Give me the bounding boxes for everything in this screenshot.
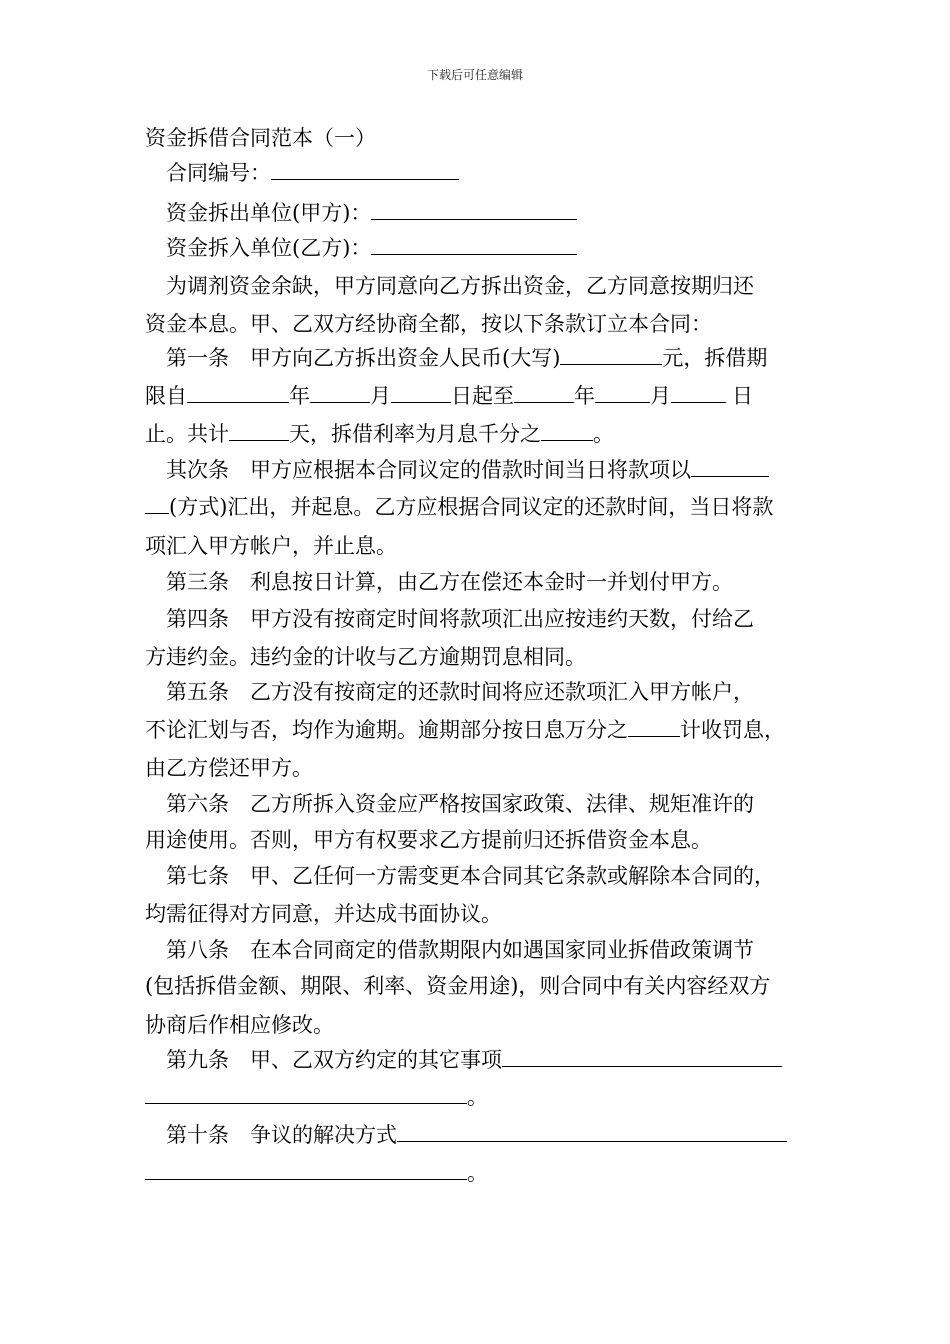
end-day-blank[interactable] <box>671 382 726 403</box>
other-matters-blank-b[interactable] <box>145 1083 467 1104</box>
contract-number-blank[interactable] <box>271 159 459 180</box>
lender-label: 资金拆出单位(甲方)： <box>166 201 372 225</box>
article-8-line-3: 协商后作相应修改。 <box>145 1013 334 1037</box>
article-1-text-d: 止。共计 <box>145 422 229 446</box>
other-matters-blank-a[interactable] <box>502 1046 782 1067</box>
year-label: 年 <box>574 384 595 408</box>
article-6-line-1: 第六条 乙方所拆入资金应严格按国家政策、法律、规矩准许的 <box>166 792 754 816</box>
article-10-line-1 <box>166 1121 787 1149</box>
article-1-text-e: 天，拆借利率为月息千分之 <box>289 422 541 446</box>
article-4-line-2: 方违约金。违约金的计收与乙方逾期罚息相同。 <box>145 645 586 669</box>
month-label: 月 <box>650 384 671 408</box>
start-year-blank[interactable] <box>187 382 289 403</box>
article-5-text-c: 计收罚息， <box>680 718 785 742</box>
article-10-text: 第十条 争议的解决方式 <box>166 1123 397 1147</box>
article-1-text-a: 第一条 甲方向乙方拆出资金人民币(大写) <box>166 346 561 370</box>
article-7-line-1: 第七条 甲、乙任何一方需变更本合同其它条款或解除本合同的， <box>166 864 775 888</box>
article-2-text-a: 其次条 甲方应根据本合同议定的借款时间当日将款项以 <box>166 458 691 482</box>
period-mark: 。 <box>467 1085 488 1109</box>
article-1-line-1 <box>166 344 767 372</box>
article-10-line-2 <box>145 1159 488 1187</box>
dispute-resolution-blank-b[interactable] <box>145 1159 467 1180</box>
article-5-text-b: 不论汇划与否，均作为逾期。逾期部分按日息万分之 <box>145 718 628 742</box>
day-label: 日 <box>732 384 753 408</box>
period-mark: 。 <box>593 422 614 446</box>
method-blank-a[interactable] <box>691 456 769 477</box>
borrower-blank[interactable] <box>371 234 577 255</box>
method-blank-b[interactable] <box>145 493 169 514</box>
article-2-line-2 <box>145 493 773 521</box>
day-from-label: 日起至 <box>451 384 514 408</box>
article-9-line-1 <box>166 1046 782 1074</box>
article-8-line-2: (包括拆借金额、期限、利率、资金用途)，则合同中有关内容经双方 <box>145 974 771 998</box>
page-header-note: 下载后可任意编辑 <box>426 68 523 82</box>
article-3-line: 第三条 利息按日计算，由乙方在偿还本金时一并划付甲方。 <box>166 570 733 594</box>
contract-number-line <box>166 159 459 187</box>
article-8-line-1: 第八条 在本合同商定的借款期限内如遇国家同业拆借政策调节 <box>166 938 754 962</box>
article-1-text-b: 元，拆借期 <box>662 346 768 370</box>
start-month-blank[interactable] <box>310 382 370 403</box>
start-day-blank[interactable] <box>391 382 451 403</box>
year-label: 年 <box>289 384 310 408</box>
article-4-line-1: 第四条 甲方没有按商定时间将款项汇出应按违约天数，付给乙 <box>166 607 754 631</box>
article-2-line-1 <box>166 456 769 484</box>
end-month-blank[interactable] <box>595 382 650 403</box>
lender-blank[interactable] <box>371 199 577 220</box>
days-blank[interactable] <box>229 420 289 441</box>
lender-line <box>166 199 577 227</box>
article-2-text-b: (方式)汇出，并起息。乙方应根据合同议定的还款时间，当日将款 <box>169 495 774 519</box>
contract-number-label: 合同编号： <box>166 161 271 185</box>
article-1-line-2 <box>145 382 753 410</box>
article-6-line-2: 用途使用。否则，甲方有权要求乙方提前归还拆借资金本息。 <box>145 828 712 852</box>
article-5-line-1: 第五条 乙方没有按商定的还款时间将应还款项汇入甲方帐户， <box>166 680 754 704</box>
intro-line-2: 资金本息。甲、乙双方经协商全都，按以下条款订立本合同： <box>145 312 712 336</box>
borrower-label: 资金拆入单位(乙方)： <box>166 236 372 260</box>
month-label: 月 <box>370 384 391 408</box>
document-title: 资金拆借合同范本（一） <box>145 126 376 150</box>
article-2-line-3: 项汇入甲方帐户，并止息。 <box>145 534 397 558</box>
amount-blank[interactable] <box>560 344 662 365</box>
article-9-line-2 <box>145 1083 488 1111</box>
dispute-resolution-blank-a[interactable] <box>397 1121 787 1142</box>
intro-line-1: 为调剂资金余缺，甲方同意向乙方拆出资金，乙方同意按期归还 <box>166 274 754 298</box>
penalty-rate-blank[interactable] <box>628 716 680 737</box>
article-5-line-3: 由乙方偿还甲方。 <box>145 756 313 780</box>
end-year-blank[interactable] <box>514 382 574 403</box>
article-7-line-2: 均需征得对方同意，并达成书面协议。 <box>145 902 502 926</box>
article-5-line-2 <box>145 716 785 744</box>
article-1-line-3 <box>145 420 614 448</box>
rate-blank[interactable] <box>541 420 593 441</box>
article-9-text: 第九条 甲、乙双方约定的其它事项 <box>166 1048 502 1072</box>
article-1-text-c: 限自 <box>145 384 187 408</box>
borrower-line <box>166 234 577 262</box>
period-mark: 。 <box>467 1161 488 1185</box>
